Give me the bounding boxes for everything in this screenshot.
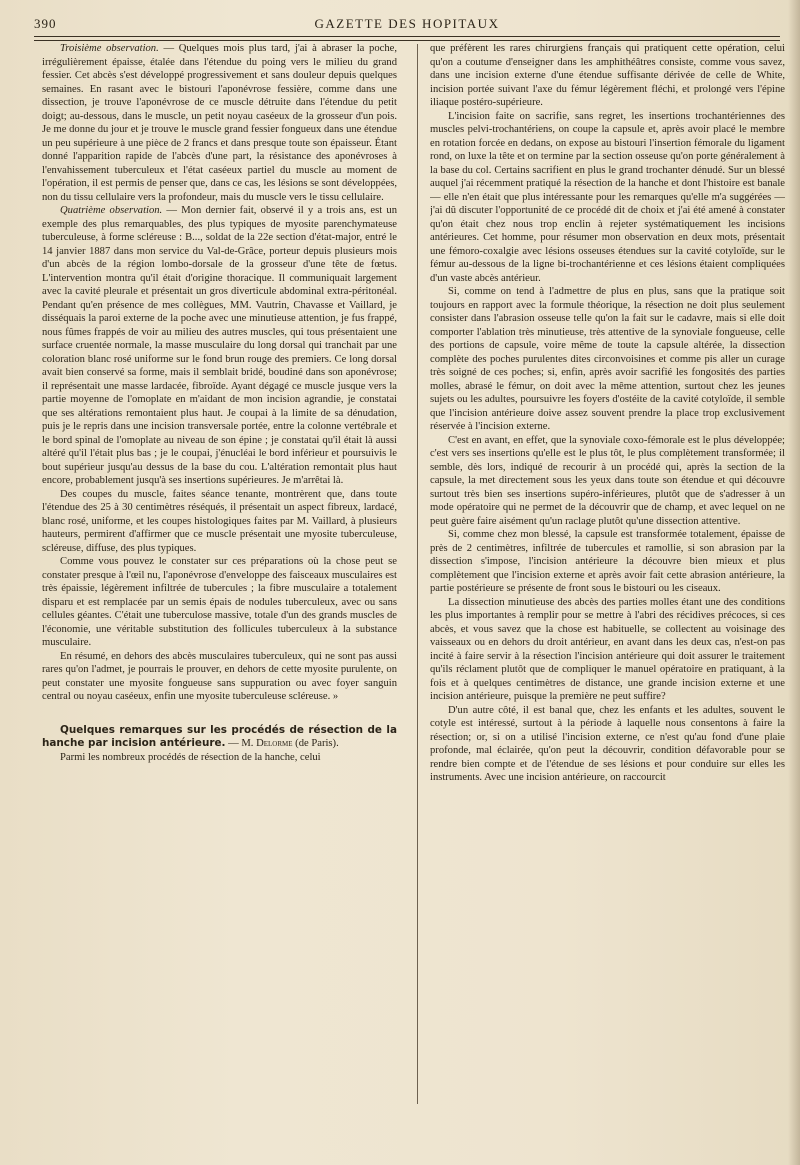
paragraph: Si, comme on tend à l'admettre de plus en plus, sans que la pratique soit toujours en rapport avec la formule théorique, la résection ne doit plus seulement consister dans l'abrasion osseuse telle qu'on la fait sur le cadavre, mais si elle doit comporter l'ablation très minutieuse, très attentive de la synoviale fongueuse, celle des portions de capsule, voire même de toute la capsule altérée, la dissection complète des poches purulentes dites circonvoisines et comme pis aller un curage très soigné de ces poches; si, enfin, après avoir sacrifié les fongosités des parties molles, abrasé le fémur, on doit avec la même attention, surtout chez les jeunes sujets ou les adultes, poursuivre les foyers d'ostéite de la cavité cotyloïde, il semble que l'incision antérieure doive assez souvent prendre la place trop exclusivement réservée à l'incision externe. — [430, 286, 785, 432]
page-header — [34, 12, 780, 34]
header-rule — [34, 36, 780, 37]
heading-dash: — — [225, 738, 242, 749]
page-edge-shadow — [788, 0, 800, 1165]
running-title: GAZETTE DES HOPITAUX — [314, 16, 500, 31]
page-number: 390 — [34, 16, 57, 31]
paragraph: La dissection minutieuse des abcès des parties molles étant une des conditions les plus importantes à remplir pour se mettre à l'abri des récidives précoces, si ces abcès, et vous savez que la chose est habituelle, se collectent au voisinage des vaisseaux ou en dehors du droit antérieur, en avant dans les deux cas, n'est-on pas incité à faire servir à la résection l'incision antérieure qui doit assurer le traitement qu'ils réclament plutôt que de compliquer le manuel opératoire en pratiquant, à la fois et à quelques centimètres de distance, une grande incision externe et une incision antérieure, puisque la première ne peut suffire? — [430, 596, 785, 702]
left-column — [42, 42, 397, 1072]
observation-label: Quatrième observation. — [60, 205, 163, 216]
column-divider — [417, 44, 418, 1104]
paragraph: Parmi les nombreux procédés de résection de la hanche, celui — [60, 751, 321, 763]
paragraph: Comme vous pouvez le constater sur ces préparations où la chose peut se constater presque à l'œil nu, l'aponévrose d'enveloppe des faisceaux musculaires est très épaissie, légèrement infiltrée de tubercules ; la fibre musculaire a totalement disparu et est remplacée par un semis épais de nodules tuberculeux, avec ou sans cellules géantes. C'était une tuberculose massive, totale d'un des grands muscles de l'économie, une véritable substitution des follicules tuberculeux à la substance musculaire. — [42, 556, 397, 648]
paragraph: Si, comme chez mon blessé, la capsule est transformée totalement, épaisse de près de 2 centimètres, infiltrée de tubercules et ramollie, si son abrasion par la dissection s'impose, l'incision antérieure la découvre bien mieux et plus complètement que l'incision externe et après avoir fait cette abrasion antérieure, la partie postérieure se présente de front sous le bistouri ou les ciseaux. — [430, 529, 785, 594]
section-heading — [42, 724, 397, 751]
paragraph: que préfèrent les rares chirurgiens français qui pratiquent cette opération, celui qu'on a coutume d'enseigner dans les amphithéâtres consiste, comme vous savez, dans une incision externe d'une étendue suffisante dérivée de celle de White, incision portée suivant l'axe du fémur légèrement fléchi, et prolongé vers l'épine iliaque postéro-supérieure. — [430, 43, 785, 108]
paragraph — [42, 204, 397, 488]
paragraph-text: — Quelques mois plus tard, j'ai à abraser la poche, irrégulièrement épaisse, étalée dans l'étendue du poing vers le milieu du grand fessier. Cet abcès s'est développé progressivement et sans douleur depuis quelques semaines. En rasant avec le bistouri l'aponévrose fessière, comme dans une dissection, je trouve l'aponévrose de ce muscle détruite dans l'étendue du petit doigt; au-dessous, dans le muscle, un petit noyau caséeux de la grosseur d'un pois. Je me donne du jour et je trouve le muscle grand fessier fongueux dans une étendue un peu supérieure à une pièce de 2 francs et dans presque toute son épaisseur. Étant donné l'apparition rapide de l'abcès d'une part, la résistance des aponévroses à l'envahissement tuberculeux et l'état caséeux partiel du muscle au moment de l'opération, il est permis de penser que, dans ce cas, les lésions se sont développées, non du tissu cellulaire vers la profondeur, mais du muscle vers le tissu cellulaire. — [42, 43, 397, 203]
paragraph: L'incision faite on sacrifie, sans regret, les insertions trochantériennes des muscles pelvi-trochantériens, on coupe la capsule et, après avoir placé le membre en rotation forcée en dedans, on expose au bistouri l'insertion fémorale du ligament rond, on luxe la tête et on termine par la section osseuse qu'on porte généralement à la base du col. Certains sacrifient en plus le grand trochanter dénudé. Sur un blessé auquel j'ai récemment pratiqué la résection de la hanche et dont l'histoire est banale — elle n'en était que plus intéressante pour les remarques qu'elle m'a suggérées — j'ai dû discuter l'opportunité de ce procédé dit de choix et j'ai été amené à constater qu'on était chez nous trop enclin à rejeter systématiquement les incisions antérieures. Cet homme, pour résumer mon observation en deux mots, présentait une fémoro-coxalgie avec lésions osseuses étendues sur la cavité cotyloïde, sur le fémur au-dessous de la ligne bi-trochantérienne et ces lésions étaient compliquées d'un vaste abcès antérieur. — [430, 110, 785, 284]
observation-label: Troisième observation. — [60, 43, 159, 54]
paragraph: C'est en avant, en effet, que la synoviale coxo-fémorale est le plus développée; c'est vers ses insertions qu'elle est le plus tôt, le plus complètement transformée; il semble, dès lors, indiqué de recourir à un procédé qui, après la section de la capsule, la met directement sous les yeux dans toute son étendue et qui découvre surtout très bien ses insertions supéro-inférieures, plutôt que de s'adresser à un mode opératoire qui ne permet de la découvrir que de champ, et avec lequel on ne peut guère faire aisément qu'un raclage plutôt qu'une dissection attentive. — [430, 434, 785, 527]
paragraph-text: — Mon dernier fait, observé il y a trois ans, est un exemple des plus remarquables, des plus typiques de myosite parenchymateuse tuberculeuse, à forme scléreuse : B..., soldat de la 22e section d'état-major, entré le 14 janvier 1887 dans mon service du Val-de-Grâce, porteur depuis plusieurs mois d'un abcès de la région lombo-dorsale de la grosseur d'une tête de fœtus. L'intervention montra qu'il était d'origine thoracique. Il communiquait largement avec la cavité pleurale et présentait un gros diverticule abdominal extra-péritonéal. Pendant qu'en présence de mes collègues, MM. Vautrin, Chavasse et Vaillard, je disséquais la paroi externe de la poche avec une minutieuse attention, je fus frappé, nous fûmes frappés de voir au milieu des autres muscles, qui tous présentaient une surface cruentée normale, la masse musculaire du long dorsal qui tranchait par une coloration blanc rosé uniforme sur le fond brun rouge des premiers. Ce long dorsal avait bien conservé sa forme, mais il semblait bridé, boudiné dans son aponévrose; il représentait une masse lardacée, fibroïde. Ayant dégagé ce muscle jusque vers la partie moyenne de l'omoplate en m'aidant de mon incision agrandie, je constatai que ses altérations remontaient plus haut. Je coupai à la limite de sa dénudation, puis je le repris dans une incision transversale portée, entre la colonne vertébrale et le bord spinal de l'omoplate au niveau de son épine ; je constatai qu'il était là aussi altéré qu'il l'était plus bas ; je le coupai, j'énucléai le bord inférieur et poursuivis le bout supérieur jusqu'au dessus de la base du cou. L'altération remontait plus haut encore, probablement jusqu'à ses insertions supérieures. Je m'arrêtai là. — [42, 205, 397, 486]
paragraph — [42, 42, 397, 204]
paragraph: Des coupes du muscle, faites séance tenante, montrèrent que, dans toute l'étendue des 25 à 30 centimètres réséqués, il présentait un aspect fibreux, lardacé, blanc rosé, uniforme, et les coupes histologiques faites par M. Vaillard, à plusieurs hauteurs, permirent d'affirmer que ce muscle présentait une myosite tuberculeuse, scléreuse, diffuse, des plus typiques. — [42, 488, 397, 554]
right-column — [430, 42, 785, 1102]
author-location: (de Paris). — [292, 738, 339, 749]
section-title: Quelques remarques sur les procédés de résection de la hanche par incision antérieure. — [42, 723, 397, 749]
author-name: M. Delorme — [241, 738, 293, 749]
header-rule-thin — [34, 40, 780, 41]
paragraph: D'un autre côté, il est banal que, chez les enfants et les adultes, souvent le cotyle est intéressé, surtout à la période à laquelle nous consentons à faire la résection; or, si on a utilisé l'incision externe, ce n'est qu'au fond d'une plaie profonde, mal éclairée, qu'on peut la découvrir, condition défavorable pour se rendre bien compte et de l'étendue de ses lésions et pour conduire sur elles les instruments. Avec une incision antérieure, on raccourcit — [430, 704, 785, 783]
paragraph: En résumé, en dehors des abcès musculaires tuberculeux, qui ne sont pas aussi rares qu'on l'admet, je pourrais le prouver, en dehors de cette myosite purulente, on peut constater une myosite fongueuse sans suppuration ou avec foyer sanguin central ou noyau caséeux, enfin une myosite tuberculeuse scléreuse. » — [42, 650, 397, 702]
